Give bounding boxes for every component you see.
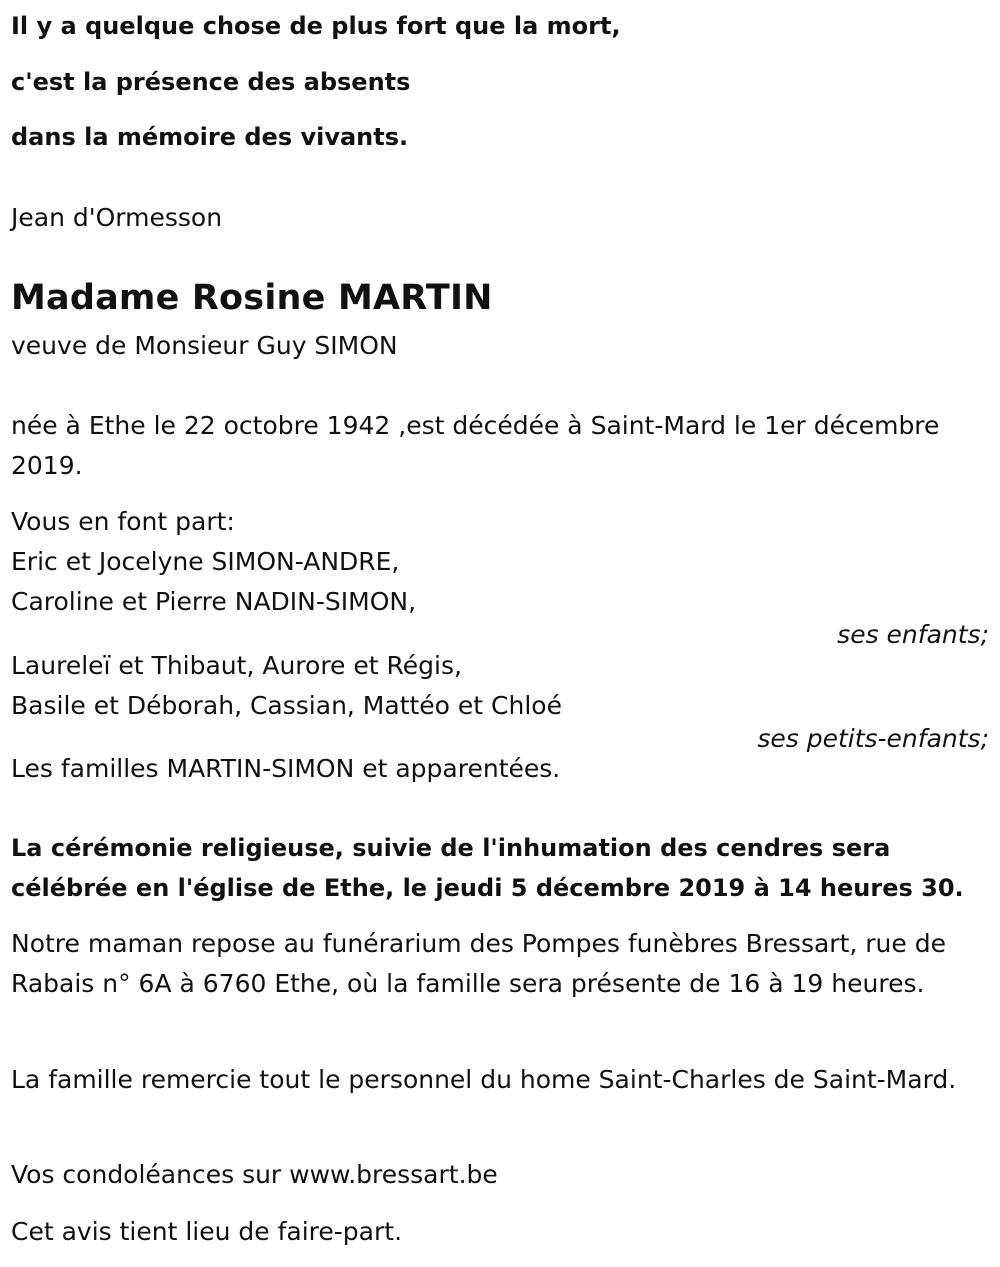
children-line-1: Eric et Jocelyne SIMON-ANDRE, [11, 547, 400, 576]
quote-author: Jean d'Ormesson [11, 203, 223, 232]
thanks-text: La famille remercie tout le personnel du home Saint-Charles de Saint-Mard. [11, 1065, 957, 1094]
announcement-intro: Vous en font part: [11, 507, 235, 536]
grandchildren-line-1: Laureleï et Thibaut, Aurore et Régis, [11, 651, 462, 680]
widow-of: veuve de Monsieur Guy SIMON [11, 331, 398, 360]
notice-text: Cet avis tient lieu de faire-part. [11, 1217, 403, 1246]
families-line: Les familles MARTIN-SIMON et apparentées. [11, 754, 561, 783]
deceased-name: Madame Rosine MARTIN [11, 278, 493, 318]
children-line-2: Caroline et Pierre NADIN-SIMON, [11, 587, 417, 616]
quote-line-3: dans la mémoire des vivants. [11, 123, 409, 151]
grandchildren-announcement [11, 646, 991, 752]
quote-line-1: Il y a quelque chose de plus fort que la mort, [11, 12, 621, 40]
children-announcement [11, 502, 991, 648]
quote-line-2: c'est la présence des absents [11, 68, 411, 96]
grandchildren-label: ses petits-enfants; [757, 724, 989, 753]
grandchildren-line-2: Basile et Déborah, Cassian, Mattéo et Chloé [11, 691, 562, 720]
ceremony-text: La cérémonie religieuse, suivie de l'inhumation des cendres sera célébrée en l'église de Ethe, le jeudi 5 décembre 2019 à 14 heures 30. [11, 834, 964, 902]
funeral-home-text: Notre maman repose au funérarium des Pompes funèbres Bressart, rue de Rabais n° 6A à 6760 Ethe, où la famille sera présente de 16 à 19 heures. [11, 929, 946, 998]
condolences-link[interactable]: Vos condoléances sur www.bressart.be [11, 1160, 498, 1189]
children-label: ses enfants; [837, 620, 989, 649]
birth-death-text: née à Ethe le 22 octobre 1942 ,est décédée à Saint-Mard le 1er décembre 2019. [11, 411, 940, 480]
